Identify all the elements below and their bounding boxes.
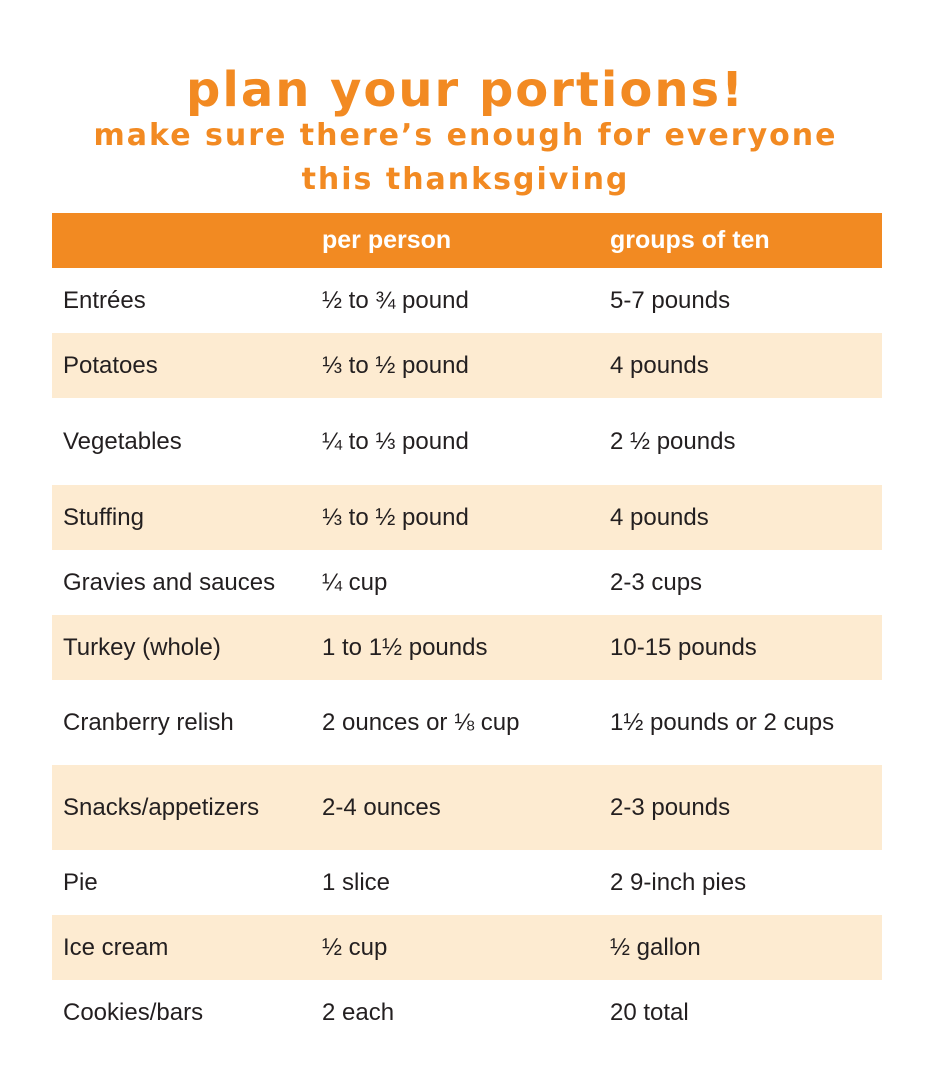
row-item: Pie <box>63 868 98 896</box>
row-item: Vegetables <box>63 427 182 455</box>
row-groups-of-ten: 2 ½ pounds <box>610 427 736 455</box>
table-row <box>52 268 882 333</box>
row-per-person: ½ cup <box>322 933 388 961</box>
table-row <box>52 915 882 980</box>
table-row <box>52 485 882 550</box>
row-groups-of-ten: 1½ pounds or 2 cups <box>610 708 835 736</box>
table-row <box>52 550 882 615</box>
row-per-person: 2 each <box>322 998 395 1026</box>
table-row <box>52 850 882 915</box>
table-row <box>52 333 882 398</box>
row-item: Gravies and sauces <box>63 568 276 596</box>
row-item: Ice cream <box>63 933 169 961</box>
row-per-person: ¼ cup <box>322 568 388 596</box>
row-groups-of-ten: 2-3 cups <box>610 568 703 596</box>
header-per-person: per person <box>322 226 452 254</box>
table-row <box>52 765 882 850</box>
row-per-person: 2-4 ounces <box>322 793 441 821</box>
row-item: Entrées <box>63 286 146 314</box>
row-item: Snacks/appetizers <box>63 793 260 821</box>
subtitle-line-1: make sure there’s enough for everyone <box>93 118 838 153</box>
row-per-person: 1 to 1½ pounds <box>322 633 488 661</box>
row-groups-of-ten: 2-3 pounds <box>610 793 731 821</box>
row-item: Cranberry relish <box>63 708 234 736</box>
table-row <box>52 980 882 1045</box>
row-item: Potatoes <box>63 351 158 379</box>
row-groups-of-ten: 20 total <box>610 998 689 1026</box>
row-per-person: ½ to ¾ pound <box>322 286 469 314</box>
table-row <box>52 615 882 680</box>
row-groups-of-ten: 5-7 pounds <box>610 286 731 314</box>
subtitle-line-2: this thanksgiving <box>301 162 630 197</box>
row-groups-of-ten: 10-15 pounds <box>610 633 757 661</box>
row-groups-of-ten: ½ gallon <box>610 933 701 961</box>
row-groups-of-ten: 2 9-inch pies <box>610 868 747 896</box>
table-row <box>52 680 882 765</box>
row-per-person: ⅓ to ½ pound <box>322 503 469 531</box>
header-groups-of-ten: groups of ten <box>610 226 770 254</box>
row-per-person: ¼ to ⅓ pound <box>322 427 469 455</box>
table-header <box>52 213 882 268</box>
table-row <box>52 398 882 485</box>
row-per-person: ⅓ to ½ pound <box>322 351 469 379</box>
page-title: plan your portions! <box>186 62 745 118</box>
row-item: Stuffing <box>63 503 144 531</box>
portions-table <box>52 213 882 1045</box>
row-groups-of-ten: 4 pounds <box>610 351 709 379</box>
row-per-person: 2 ounces or ⅛ cup <box>322 708 520 736</box>
row-groups-of-ten: 4 pounds <box>610 503 709 531</box>
row-item: Turkey (whole) <box>63 633 221 661</box>
row-item: Cookies/bars <box>63 998 204 1026</box>
row-per-person: 1 slice <box>322 868 391 896</box>
